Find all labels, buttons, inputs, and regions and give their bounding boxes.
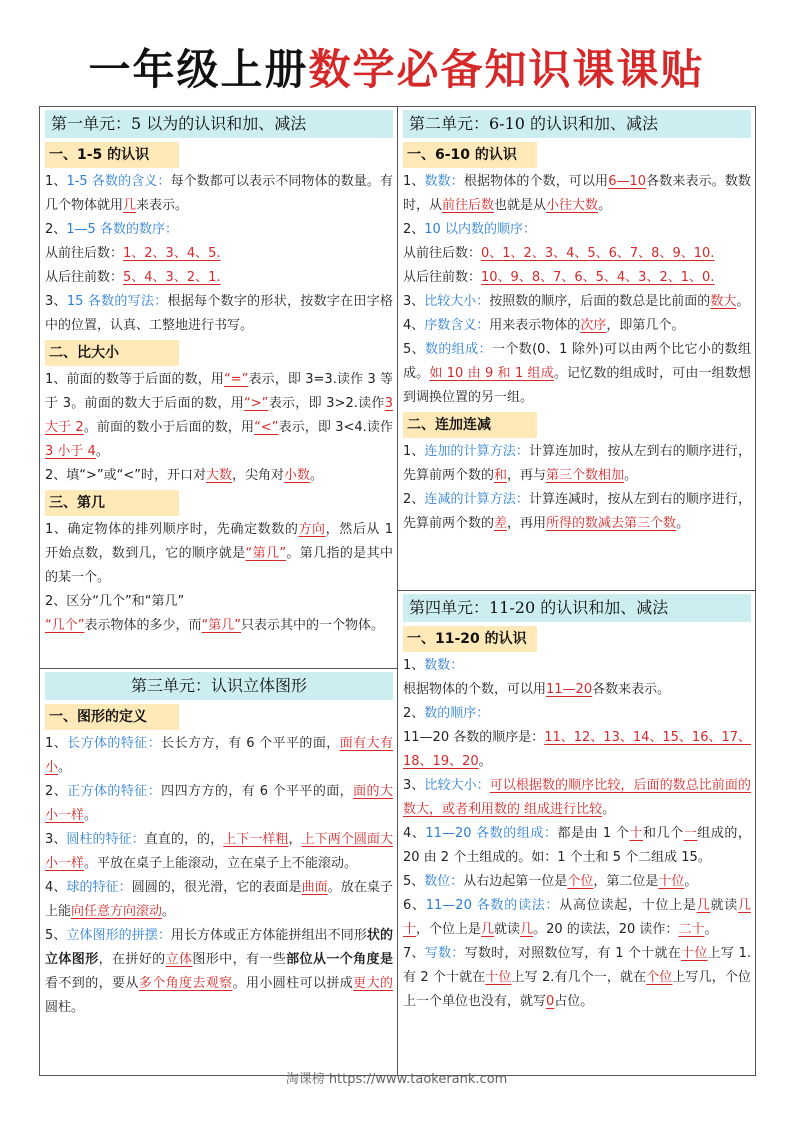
unit-2-subheading-1: 一、6-10 的认识 — [403, 142, 537, 168]
column-divider — [397, 106, 398, 1076]
unit-1-subheading-1: 一、1-5 的认识 — [45, 142, 179, 168]
paragraph: 2、连减的计算方法：计算连减时，按从左到右的顺序进行，先算前两个数的差，再用所得的数减去第三个数。 — [403, 492, 751, 531]
paragraph: 4、序数含义：用来表示物体的次序，即第几个。 — [403, 318, 685, 333]
paragraph: 7、写数：写数时，对照数位写，有 1 个十就在十位上写 1.有 2 个十就在十位上写 2.有几个一，就在个位上写几，个位上一个单位也没有，就写0占位。 — [403, 946, 751, 1009]
unit-1-section — [45, 110, 393, 638]
unit-2-section — [403, 110, 751, 536]
right-section-divider — [397, 590, 756, 591]
paragraph: 从后往前数：5、4、3、2、1. — [45, 270, 221, 285]
paragraph: 5、立体图形的拼摆：用长方体或正方体能拼组出不同形状的立体图形，在拼好的立体图形中，有一些部位从一个角度是看不到的，要从多个角度去观察。用小圆柱可以拼成更大的圆柱。 — [45, 928, 393, 1015]
unit-1-subheading-3: 三、第几 — [45, 490, 179, 516]
paragraph: 3、比较大小：按照数的顺序，后面的数总是比前面的数大。 — [403, 294, 750, 309]
paragraph: 1、确定物体的排列顺序时，先确定数数的方向，然后从 1 开始点数，数到几，它的顺序就是“第几”。第几指的是其中的某一个。 — [45, 522, 393, 585]
paragraph: 从前往后数：1、2、3、4、5. — [45, 246, 221, 261]
paragraph: 2、1—5 各数的数序： — [45, 222, 178, 237]
paragraph: 3、比较大小：可以根据数的顺序比较，后面的数总比前面的数大，或者利用数的 组成进行比较。 — [403, 778, 751, 817]
unit-1-subheading-2: 二、比大小 — [45, 340, 179, 366]
paragraph: 2、数的顺序： — [403, 706, 490, 721]
paragraph: 11—20 各数的顺序是：11、12、13、14、15、16、17、18、19、20。 — [403, 730, 752, 769]
paragraph: 2、区分“几个”和“第几” — [45, 594, 185, 609]
paragraph: 4、11—20 各数的组成：都是由 1 个十和几个一组成的，20 由 2 个土组成的。如：1 个土和 5 个二组成 15。 — [403, 826, 751, 865]
paragraph: 2、正方体的特征：四四方方的，有 6 个平平的面，面的大小一样。 — [45, 784, 393, 823]
unit-4-section — [403, 594, 751, 1014]
paragraph: 根据物体的个数，可以用11—20各数来表示。 — [403, 682, 671, 697]
page-title: 一年级上册数学必备知识课课贴 — [88, 45, 705, 94]
unit-3-title: 第三单元：认识立体图形 — [45, 672, 393, 700]
unit-1-title: 第一单元：5 以为的认识和加、减法 — [45, 110, 393, 138]
left-section-divider — [39, 668, 397, 669]
unit-4-title: 第四单元：11-20 的认识和加、减法 — [403, 594, 751, 622]
unit-2-title: 第二单元：6-10 的认识和加、减法 — [403, 110, 751, 138]
paragraph: 3、15 各数的写法：根据每个数字的形状，按数字在田字格中的位置，认真、工整地进行书写。 — [45, 294, 393, 333]
paragraph: 1、长方体的特征：长长方方，有 6 个平平的面，面有大有小。 — [45, 736, 393, 775]
unit-2-subheading-2: 二、连加连减 — [403, 412, 537, 438]
paragraph: “几个”表示物体的多少，而“第几”只表示其中的一个物体。 — [45, 618, 384, 633]
paragraph: 1、数数：根据物体的个数，可以用6—10各数来表示。数数时，从前往后数也就是从小往大数。 — [403, 174, 751, 213]
paragraph: 从后往前数：10、9、8、7、6、5、4、3、2、1、0. — [403, 270, 715, 285]
paragraph: 3、圆柱的特征：直直的，的，上下一样粗，上下两个圆面大小一样。平放在桌子上能滚动，立在桌子上不能滚动。 — [45, 832, 393, 871]
paragraph: 1、连加的计算方法：计算连加时，按从左到右的顺序进行，先算前两个数的和，再与第三个数相加。 — [403, 444, 751, 483]
paragraph: 从前往后数：0、1、2、3、4、5、6、7、8、9、10. — [403, 246, 715, 261]
paragraph: 5、数位：从右边起第一位是个位，第二位是十位。 — [403, 874, 698, 889]
paragraph: 1、1-5 各数的含义：每个数都可以表示不同物体的数量。有几个物体就用几来表示。 — [45, 174, 393, 213]
paragraph: 2、10 以内数的顺序： — [403, 222, 536, 237]
paragraph: 1、数数： — [403, 658, 464, 673]
paragraph: 4、球的特征：圆圆的，很光滑，它的表面是曲面。放在桌子上能向任意方向滚动。 — [45, 880, 393, 919]
paragraph: 6、11—20 各数的读法：从高位读起，十位上是几就读几十，个位上是几就读几。20 的读法，20 读作：二十。 — [403, 898, 751, 937]
unit-4-subheading-1: 一、11-20 的认识 — [403, 626, 537, 652]
unit-3-subheading-1: 一、图形的定义 — [45, 704, 179, 730]
footer-watermark: 淘课榜 https://www.taokerank.com — [285, 1072, 508, 1087]
paragraph: 5、数的组成：一个数(0、1 除外)可以由两个比它小的数组成。如 10 由 9 和 1 组成。记忆数的组成时，可由一组数想到调换位置的另一组。 — [403, 342, 751, 405]
paragraph: 2、填“>”或“<”时，开口对大数，尖角对小数。 — [45, 468, 324, 483]
unit-3-section — [45, 672, 393, 1020]
paragraph: 1、前面的数等于后面的数，用“=”表示，即 3=3.读作 3 等于 3。前面的数大于后面的数，用“>”表示，即 3>2.读作3 大于 2。前面的数小于后面的数，用“<”表示，即 3<4.读作3 小于 4。 — [45, 372, 394, 459]
